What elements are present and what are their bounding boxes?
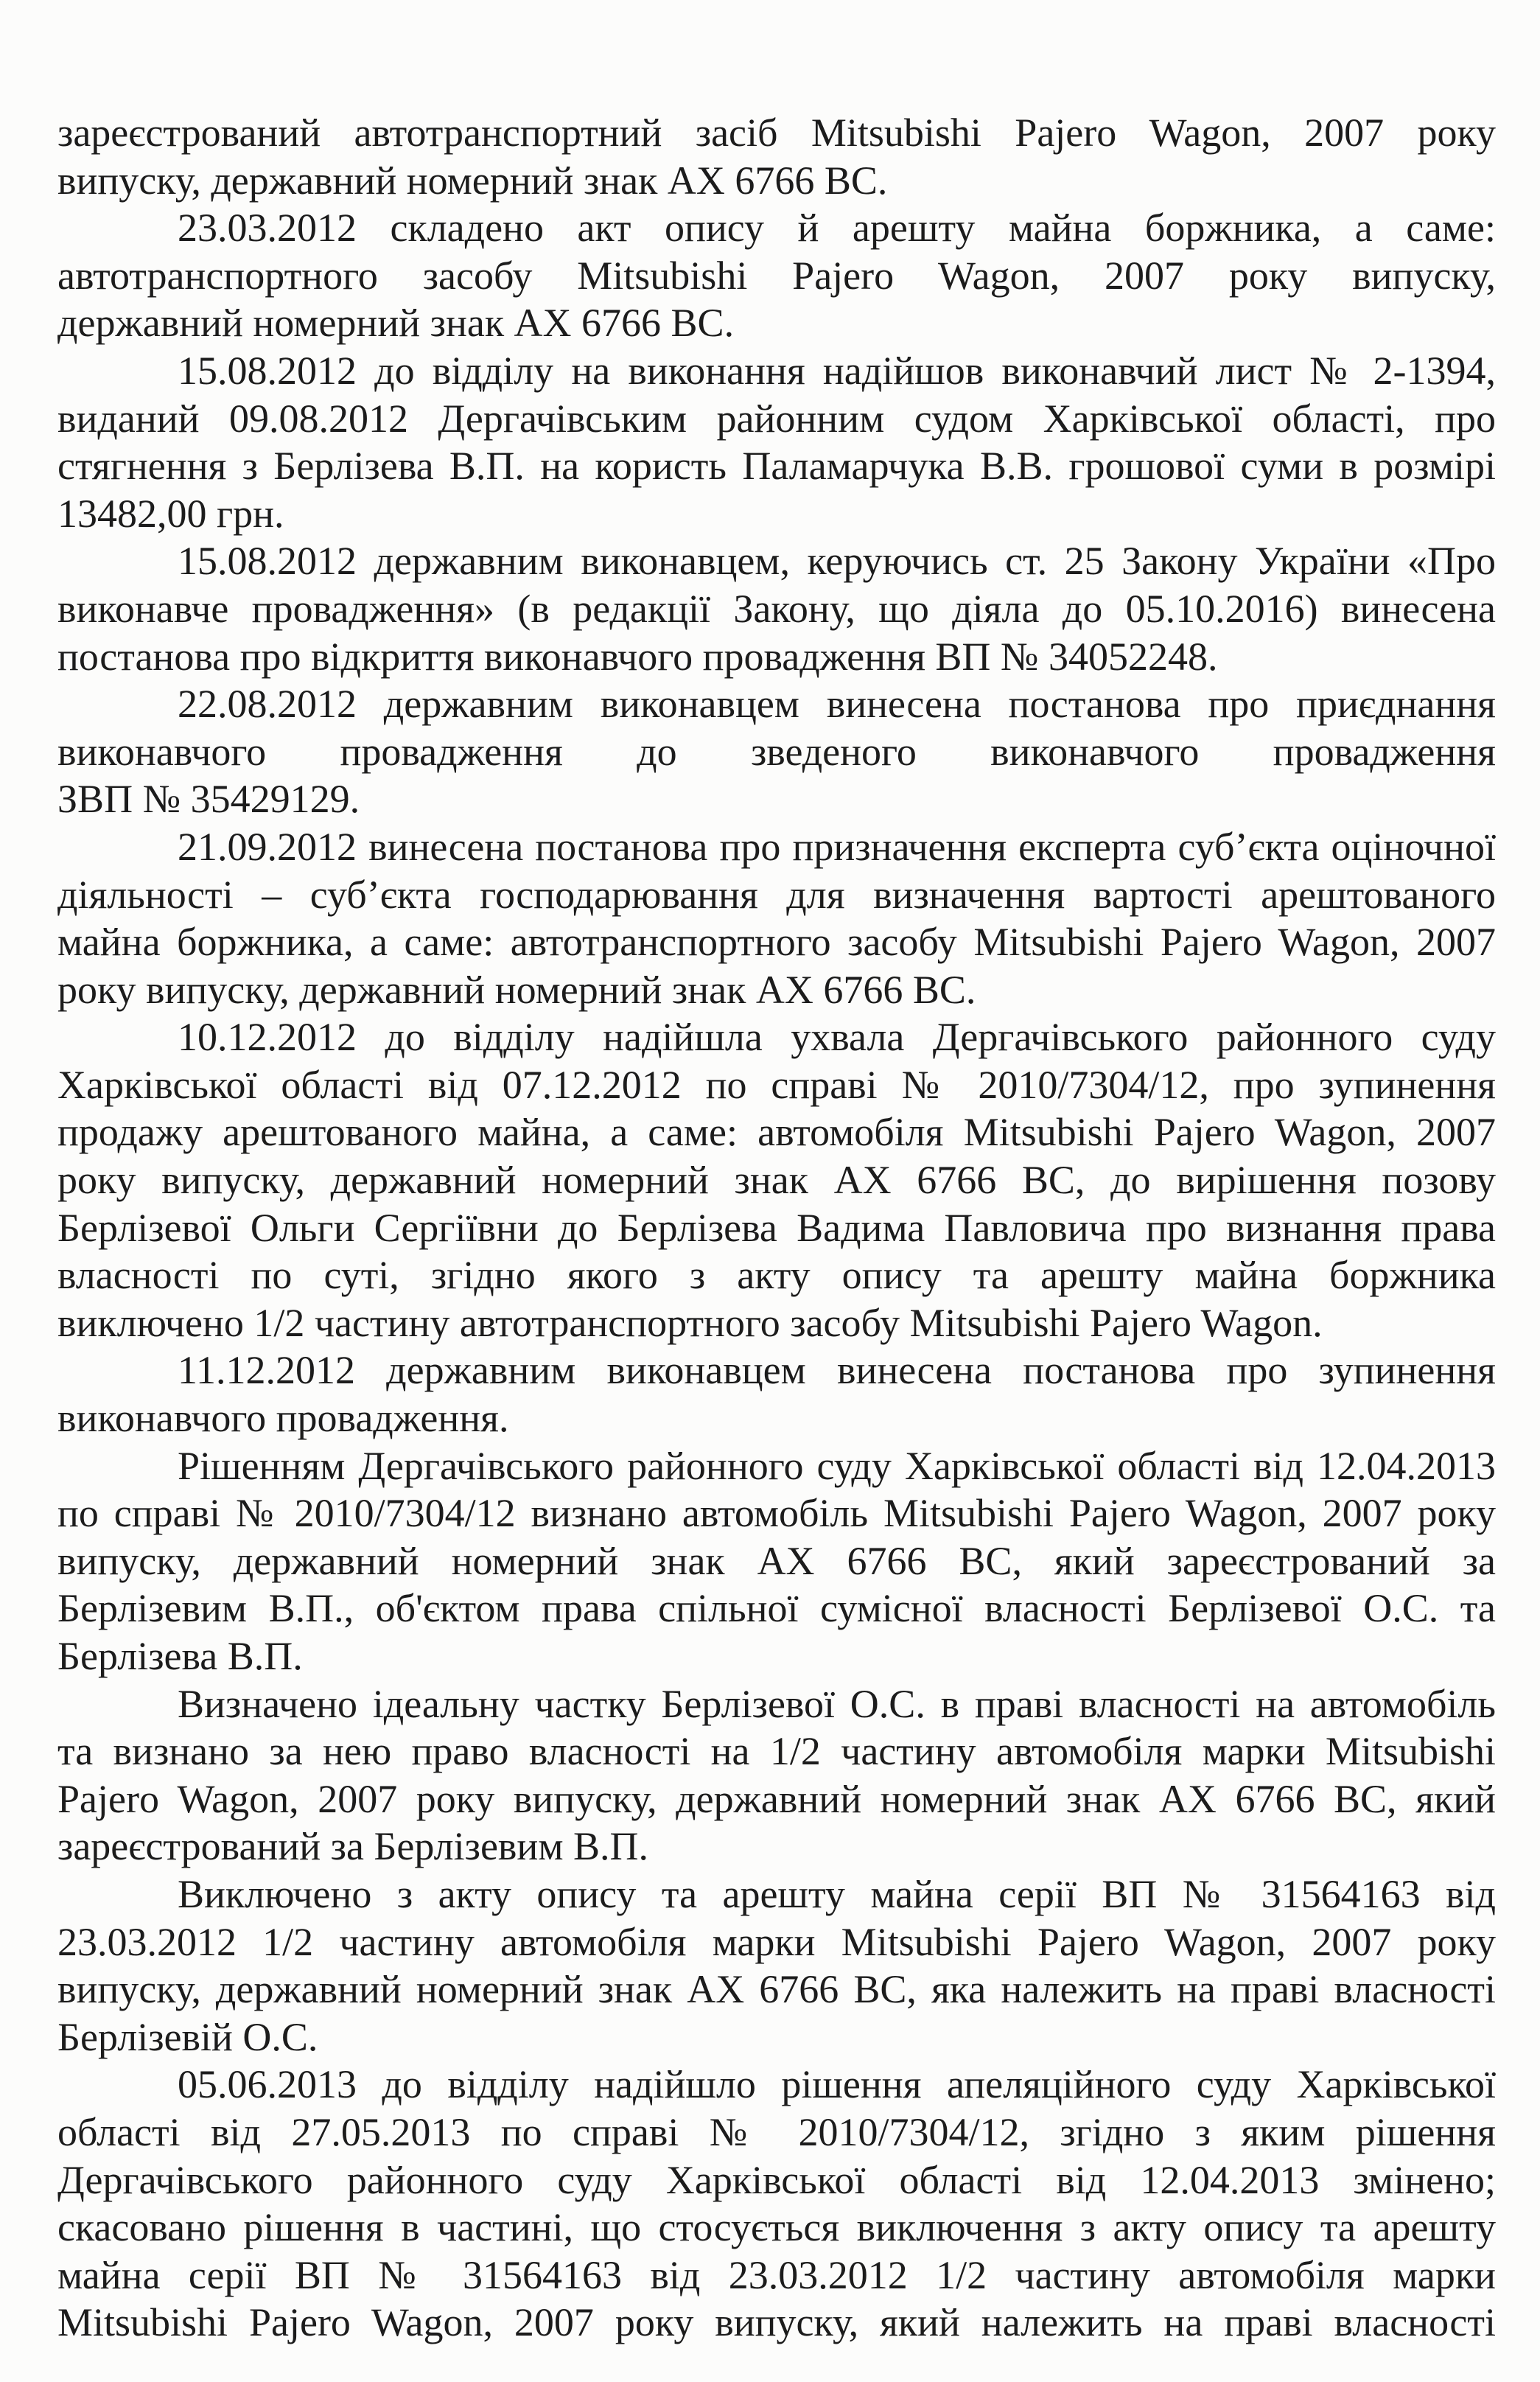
text-line: 10.12.2012 до відділу надійшла ухвала Дергачівського районного суду xyxy=(178,1015,1496,1060)
text-line: 05.06.2013 до відділу надійшло рішення апеляційного суду Харківської xyxy=(178,2062,1496,2107)
text-line: майна боржника, а саме: автотранспортного засобу Mitsubishi Pajero Wagon, 2007 xyxy=(57,920,1496,965)
paragraph xyxy=(57,537,1496,680)
paragraph xyxy=(57,1871,1496,2061)
text-line: зареєстрований за Берлізевим В.П. xyxy=(57,1824,649,1869)
text-line: 15.08.2012 до відділу на виконання надійшов виконавчий лист № 2-1394, xyxy=(178,348,1496,393)
text-line: Визначено ідеальну частку Берлізевої О.С. в праві власності на автомобіль xyxy=(178,1681,1496,1726)
paragraph xyxy=(57,1013,1496,1347)
text-line: виконавчого провадження. xyxy=(57,1396,509,1441)
text-line: Pajero Wagon, 2007 року випуску, державний номерний знак АХ 6766 ВС, який xyxy=(57,1776,1496,1821)
text-line: Дергачівського районного суду Харківської області від 12.04.2013 змінено; xyxy=(57,2157,1496,2202)
text-line: року випуску, державний номерний знак АХ 6766 ВС. xyxy=(57,967,976,1012)
text-line: стягнення з Берлізева В.П. на користь Паламарчука В.В. грошової суми в розмірі xyxy=(57,444,1496,489)
text-line: виключено 1/2 частину автотранспортного засобу Mitsubishi Pajero Wagon. xyxy=(57,1300,1323,1345)
paragraph xyxy=(57,823,1496,1013)
paragraph xyxy=(57,2061,1496,2347)
document-page xyxy=(57,109,1496,2347)
text-line: Рішенням Дергачівського районного суду Харківської області від 12.04.2013 xyxy=(178,1443,1496,1488)
text-line: власності по суті, згідно якого з акту опису та арешту майна боржника xyxy=(57,1253,1496,1298)
text-line: 23.03.2012 складено акт опису й арешту майна боржника, а саме: xyxy=(178,206,1496,251)
text-line: продажу арештованого майна, а саме: автомобіля Mitsubishi Pajero Wagon, 2007 xyxy=(57,1110,1496,1155)
text-line: виконавче провадження» (в редакції Закону, що діяла до 05.10.2016) винесена xyxy=(57,586,1496,631)
text-line: ЗВП № 35429129. xyxy=(57,777,360,822)
text-line: Mitsubishi Pajero Wagon, 2007 року випуску, який належить на праві власності xyxy=(57,2300,1496,2345)
text-line: 11.12.2012 державним виконавцем винесена постанова про зупинення xyxy=(178,1348,1496,1393)
text-line: Берлізевій О.С. xyxy=(57,2014,318,2059)
text-line: Харківської області від 07.12.2012 по справі № 2010/7304/12, про зупинення xyxy=(57,1062,1496,1107)
paragraph xyxy=(57,1442,1496,1680)
text-line: випуску, державний номерний знак АХ 6766 ВС. xyxy=(57,158,888,203)
text-line: по справі № 2010/7304/12 визнано автомобіль Mitsubishi Pajero Wagon, 2007 року xyxy=(57,1491,1496,1536)
text-line: 13482,00 грн. xyxy=(57,491,284,536)
text-line: державний номерний знак АХ 6766 ВС. xyxy=(57,301,735,346)
paragraph xyxy=(57,347,1496,537)
paragraph xyxy=(57,109,1496,204)
paragraph xyxy=(57,680,1496,823)
text-line: 21.09.2012 винесена постанова про призначення експерта суб’єкта оціночної xyxy=(178,824,1496,869)
paragraph xyxy=(57,204,1496,347)
text-line: Берлізевої Ольги Сергіївни до Берлізева Вадима Павловича про визнання права xyxy=(57,1205,1496,1250)
text-line: та визнано за нею право власності на 1/2 частину автомобіля марки Mitsubishi xyxy=(57,1729,1496,1774)
text-line: виданий 09.08.2012 Дергачівським районним судом Харківської області, про xyxy=(57,396,1496,441)
text-line: 22.08.2012 державним виконавцем винесена постанова про приєднання xyxy=(178,682,1496,727)
text-line: майна серії ВП № 31564163 від 23.03.2012 1/2 частину автомобіля марки xyxy=(57,2252,1496,2297)
text-line: 23.03.2012 1/2 частину автомобіля марки Mitsubishi Pajero Wagon, 2007 року xyxy=(57,1919,1496,1964)
text-line: Берлізева В.П. xyxy=(57,1634,303,1678)
text-line: автотранспортного засобу Mitsubishi Pajero Wagon, 2007 року випуску, xyxy=(57,253,1496,298)
text-line: Виключено з акту опису та арешту майна серії ВП № 31564163 від xyxy=(178,1871,1496,1916)
text-line: скасовано рішення в частині, що стосується виключення з акту опису та арешту xyxy=(57,2205,1496,2250)
text-line: постанова про відкриття виконавчого провадження ВП № 34052248. xyxy=(57,634,1218,679)
text-line: випуску, державний номерний знак АХ 6766 ВС, який зареєстрований за xyxy=(57,1538,1496,1583)
text-line: Берлізевим В.П., об'єктом права спільної сумісної власності Берлізевої О.С. та xyxy=(57,1586,1496,1631)
text-line: зареєстрований автотранспортний засіб Mitsubishi Pajero Wagon, 2007 року xyxy=(57,111,1496,155)
text-line: року випуску, державний номерний знак АХ 6766 ВС, до вирішення позову xyxy=(57,1158,1496,1203)
paragraph xyxy=(57,1347,1496,1442)
text-line: області від 27.05.2013 по справі № 2010/7304/12, згідно з яким рішення xyxy=(57,2109,1496,2154)
text-line: випуску, державний номерний знак АХ 6766 ВС, яка належить на праві власності xyxy=(57,1967,1496,2012)
paragraph xyxy=(57,1680,1496,1871)
text-line: діяльності – суб’єкта господарювання для визначення вартості арештованого xyxy=(57,872,1496,917)
text-line: виконавчого провадження до зведеного виконавчого провадження xyxy=(57,729,1496,774)
text-line: 15.08.2012 державним виконавцем, керуючись ст. 25 Закону України «Про xyxy=(178,539,1496,584)
